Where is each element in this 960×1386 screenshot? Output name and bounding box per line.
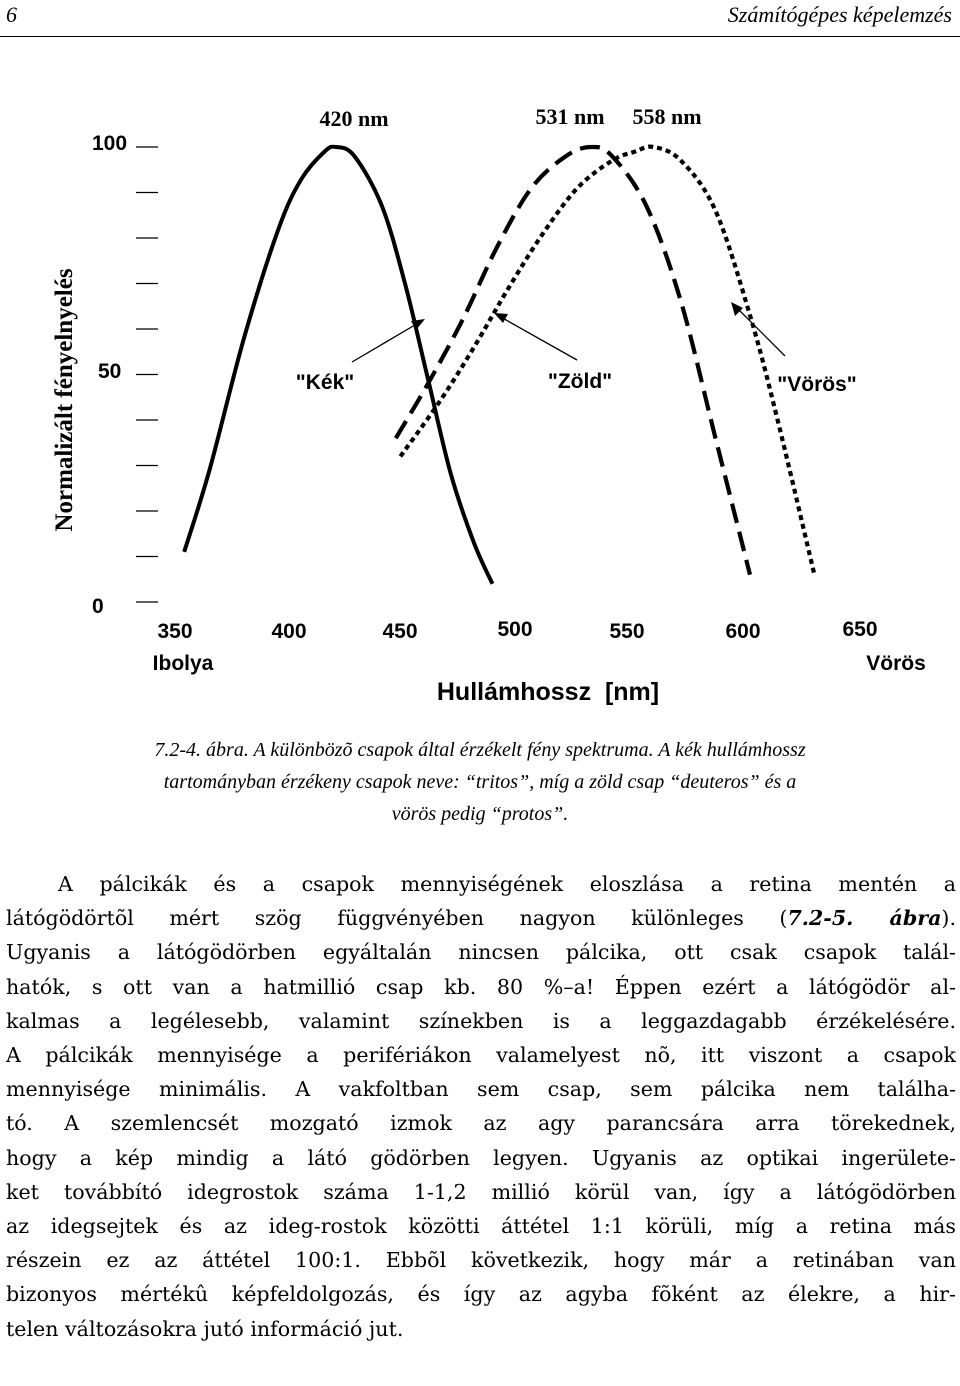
page-number: 6 <box>6 2 17 27</box>
arrowhead-zold <box>494 313 508 323</box>
y-axis-label: Normalizált fényelnyelés <box>51 268 78 532</box>
peak-label-558: 558 nm <box>632 104 702 129</box>
paragraph-line: az idegsejtek és az ideg-rostok közötti áttétel 1:1 körüli, míg a retina más <box>6 1214 956 1239</box>
page-header <box>0 0 960 37</box>
arrow-zold <box>499 316 577 360</box>
paragraph-line: mennyisége minimális. A vakfoltban sem csap, sem pálcika nem találha- <box>6 1077 956 1102</box>
x-tick-label-450: 450 <box>382 620 418 643</box>
y-tick-label-0: 0 <box>92 595 104 618</box>
figure-caption <box>40 734 920 830</box>
paragraph-line: kalmas a legélesebb, valamint színekben is a leggazdagabb érzékelésére. <box>6 1008 956 1033</box>
annotation-kek: "Kék" <box>295 371 355 394</box>
arrowhead-voros <box>731 302 743 316</box>
paragraph-line: Ugyanis a látógödörben egyáltalán nincsen pálcika, ott csak csapok talál- <box>6 940 956 965</box>
series-layer <box>184 147 814 584</box>
arrow-kek <box>352 322 420 362</box>
peak-label-420: 420 nm <box>319 106 389 131</box>
x-sublabel-red: Vörös <box>866 652 926 675</box>
paragraph-text: látógödörtõl mért szög függvényében nagyon különleges ( <box>6 906 788 931</box>
x-tick-label-500: 500 <box>497 618 533 641</box>
paragraph-line: részein ez az áttétel 100:1. Ebbõl következik, hogy már a retinában van <box>6 1248 956 1273</box>
paragraph-line: hogy a kép mindig a látó gödörben legyen. Ugyanis az optikai ingerülete- <box>6 1145 956 1170</box>
x-tick-label-400: 400 <box>271 620 307 643</box>
paragraph-line: telen változásokra jutó információ jut. <box>6 1316 404 1341</box>
annotation-voros: "Vörös" <box>777 373 857 396</box>
paragraph-line: hatók, s ott van a hatmillió csap kb. 80 %–a! Éppen ezért a látógödör al- <box>6 974 956 999</box>
figure-reference: 7.2-5. ábra <box>787 906 942 931</box>
x-tick-label-600: 600 <box>725 620 761 643</box>
x-axis-tick-labels <box>157 618 877 643</box>
body-paragraph <box>6 867 956 1346</box>
caption-line: tartományban érzékeny csapok neve: “tritos”, míg a zöld csap “deuteros” és a <box>163 771 797 793</box>
y-axis-ticks <box>136 147 158 602</box>
caption-line: vörös pedig “protos”. <box>391 803 569 825</box>
y-tick-label-100: 100 <box>92 132 128 155</box>
y-tick-label-50: 50 <box>98 360 122 383</box>
paragraph-line: bizonyos mértékû képfeldolgozás, és így az agyba fõként az élekre, a hir- <box>6 1282 956 1307</box>
y-axis-tick-labels <box>92 132 127 618</box>
paragraph-text: ). <box>941 906 957 931</box>
series-kek-curve <box>184 147 492 584</box>
annotation-zold: "Zöld" <box>547 370 613 393</box>
x-tick-label-650: 650 <box>842 618 878 641</box>
x-tick-label-550: 550 <box>609 620 645 643</box>
peak-label-531: 531 nm <box>535 104 605 129</box>
running-title: Számítógépes képelemzés <box>727 2 952 27</box>
paragraph-line <box>6 901 956 935</box>
spectrum-chart <box>0 40 960 730</box>
paragraph-line: ket továbbító idegrostok száma 1-1,2 millió körül van, így a látógödörben <box>6 1179 956 1204</box>
paragraph-line: A pálcikák és a csapok mennyiségének eloszlása a retina mentén a <box>58 872 956 896</box>
x-tick-label-350: 350 <box>157 620 193 643</box>
arrow-voros <box>735 306 785 356</box>
paragraph-line: tó. A szemlencsét mozgató izmok az agy parancsára arra törekednek, <box>6 1111 956 1136</box>
caption-line: 7.2-4. ábra. A különbözõ csapok által érzékelt fény spektruma. A kék hullámhossz <box>154 739 806 761</box>
x-sublabel-violet: Ibolya <box>152 652 214 675</box>
paragraph-line: A pálcikák mennyisége a perifériákon valamelyest nõ, itt viszont a csapok <box>6 1043 956 1068</box>
series-zold-curve <box>396 147 750 575</box>
x-axis-label: Hullámhossz [nm] <box>436 678 660 706</box>
